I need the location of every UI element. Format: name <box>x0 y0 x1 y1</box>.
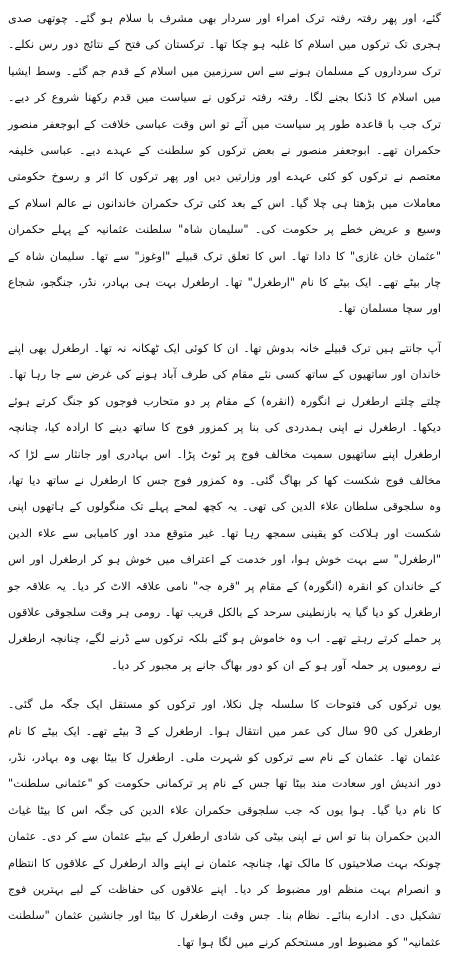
paragraph-2: آپ جانتے ہیں ترک قبیلے خانہ بدوش تھا۔ ان کا کوئی ایک ٹھکانہ نہ تھا۔ ارطغرل بھی اپنے خاندان اور ساتھیوں کے ساتھ کسی نئے مقام کی طرف آباد ہونے کی غرض سے جا رہا تھا۔ چلتے چلتے ارطغرل نے انگورہ (انقرہ) کے مقام پر دو متحارب فوجوں کو جنگ کرتے ہوئے دیکھا۔ ارطغرل نے اپنی ہمدردی کی بنا پر کمزور فوج کا ساتھ دینے کا ارادہ کیا، چنانچہ ارطغرل اپنے ساتھیوں سمیت مخالف فوج پر ٹوٹ پڑا۔ اس بہادری اور جانثار سے لڑا کہ مخالف فوج شکست کھا کر بھاگ گئی۔ وہ کمزور فوج جس کا ارطغرل نے ساتھ دیا تھا، وہ سلجوقی سلطان علاء الدین کی تھی۔ یہ کچھ لمحے پہلے تک منگولوں کے ہاتھوں اپنی شکست اور ہلاکت کو یقینی سمجھ رہا تھا۔ غیر متوقع مدد اور کامیابی سے علاء الدین "ارطغرل" سے بہت خوش ہوا، اور خدمت کے اعتراف میں خوش ہو کر ارطغرل اور اس کے خاندان کو انقرہ (انگورہ) کے مقام پر "قرہ جہ" نامی علاقہ الاٹ کر دیا۔ یہ علاقہ جو ارطغرل کو دیا گیا یہ بازنطینی سرحد کے بالکل قریب تھا۔ رومی ہر وقت سلجوقی علاقوں پر حملے کرتے رہتے تھے۔ اب وہ خاموش ہو گئے بلکہ ترکوں سے ڈرنے لگے، چنانچہ ارطغرل نے رومیوں پر حملہ آور ہو کے ان کو دور بھاگ جانے پر مجبور کر دیا۔ <box>8 341 441 672</box>
paragraph-3: یوں ترکوں کی فتوحات کا سلسلہ چل نکلا، اور ترکوں کو مستقل ایک جگہ مل گئی۔ ارطغرل کی 90 سال کی عمر میں انتقال ہوا۔ ارطغرل کے 3 بیٹے تھے۔ ایک بیٹے کا نام عثمان تھا۔ عثمان کے نام سے ترکوں کو شہرت ملی۔ ارطغرل کا بیٹا بھی وہ بہادر، نڈر، دور اندیش اور سعادت مند بیٹا تھا جس کے نام پر ترکمانی حکومت کو "عثمانی سلطنت" کا نام دیا گیا۔ ہوا یوں کہ جب سلجوقی حکمران علاء الدین کی جگہ اس کا بیٹا غیاث الدین حکمران بنا تو اس نے اپنی بیٹی کی شادی ارطغرل کے بیٹے عثمان سے کر دی۔ عثمان چونکہ بہت صلاحیتوں کا مالک تھا، چنانچہ عثمان نے اپنے والد ارطغرل کے علاقوں کا انتظام و انصرام بہت منظم اور مضبوط کر دیا۔ اپنے علاقوں کی حفاظت کے لیے بہترین فوج تشکیل دی۔ ادارے بنائے۔ نظام بنا۔ جس وقت ارطغرل کا بیٹا اور جانشین عثمان "سلطنت عثمانیہ" کو مضبوط اور مستحکم کرنے میں لگا ہوا تھا۔ <box>8 698 441 949</box>
paragraph-1: گئے، اور پھر رفتہ رفتہ ترک امراء اور سردار بھی مشرف با سلام ہو گئے۔ چوتھی صدی ہجری تک ترکوں میں اسلام کا غلبہ ہو چکا تھا۔ ترکستان کی فتح کے نتائج دور رس نکلے۔ ترک سرداروں کے مسلمان ہونے سے اس سرزمین میں اسلام کے قدم جم گئے۔ وسط ایشیا میں اسلام کا ڈنکا بجنے لگا۔ رفتہ رفتہ ترکوں نے سیاست میں قدم رکھنا شروع کر دیے۔ ترک جب با قاعدہ طور پر سیاست میں آئے تو اس وقت عباسی خلافت کے ابوجعفر منصور حکمران تھے۔ ابوجعفر منصور نے بعض ترکوں کو سلطنت کے عہدے دیے۔ عباسی خلیفہ معتصم نے ترکوں کو کئی عہدے اور وزارتیں دیں اور پھر ترکوں کا اثر و رسوخ حکومتی معاملات میں بڑھتا ہی چلا گیا۔ اس کے بعد کئی ترک حکمران خاندانوں نے عالم اسلام کے وسیع و عریض خطے پر حکومت کی۔ "سلیمان شاہ" سلطنت عثمانیہ کے پہلے حکمران "عثمان خان غازی" کا دادا تھا۔ اس کا تعلق ترک قبیلے "اوغوز" سے تھا۔ سلیمان شاہ کے چار بیٹے تھے۔ ایک بیٹے کا نام "ارطغرل" تھا۔ ارطغرل بہت ہی بہادر، نڈر، جنگجو، شجاع اور سچا مسلمان تھا۔ <box>8 12 441 316</box>
paragraph-gap <box>8 679 441 692</box>
paragraph-gap <box>8 323 441 336</box>
